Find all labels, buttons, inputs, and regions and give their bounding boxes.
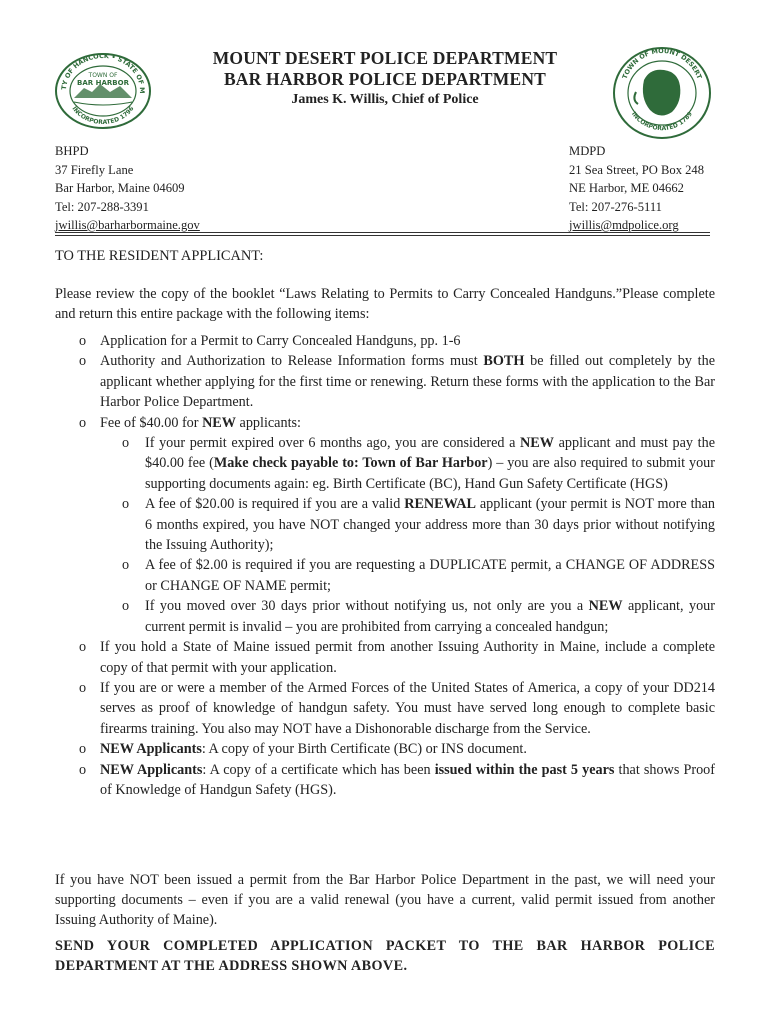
bullet-icon: o bbox=[122, 435, 130, 452]
sub-expired-emphasis: NEW bbox=[520, 435, 554, 452]
sub-expired-text-3: ) – you are also required to submit your supporting documents again: eg. Birth Certificate (BC), Hand Gun Safety Certificate (HGS) bbox=[145, 455, 715, 492]
sub-moved-text: If you moved over 30 days prior without notifying us, not only are you a bbox=[145, 598, 589, 615]
seal-left-bottom-text: INCORPORATED 1796 bbox=[70, 105, 136, 127]
sub-expired-payable: Make check payable to: Town of Bar Harbor bbox=[213, 455, 488, 472]
seal-right-bottom-text: INCORPORATED 1789 bbox=[630, 110, 694, 133]
mdpd-city: NE Harbor, ME 04662 bbox=[569, 181, 684, 195]
town-seal-icon bbox=[54, 52, 152, 130]
item-hgs-text-end: that shows Proof of Knowledge of Handgun Safety (HGS). bbox=[100, 761, 715, 798]
sub-renewal-text-end: applicant (your permit is NOT more than 6 months expired, you have NOT changed your address more than 30 days prior without notifying the Issuing Authority); bbox=[145, 496, 715, 554]
mdpd-street: 21 Sea Street, PO Box 248 bbox=[569, 162, 705, 177]
sub-moved-text-end: applicant, your current permit is invalid – you are prohibited from carrying a concealed handgun; bbox=[145, 598, 715, 635]
mount-desert-town-seal bbox=[612, 46, 712, 140]
item-hgs-text: : A copy of a certificate which has been bbox=[202, 761, 435, 778]
bullet-icon: o bbox=[122, 557, 130, 574]
mdpd-label: MDPD bbox=[569, 144, 606, 158]
bullet-icon: o bbox=[79, 414, 87, 431]
seal-right-top-text: TOWN OF MOUNT DESERT bbox=[620, 46, 704, 81]
bullet-icon: o bbox=[122, 598, 130, 615]
item-authority-text-end: be filled out completely by the applicant whether applying for the first time or renewing. Return these forms with the application to the Bar Harbor Police Department. bbox=[100, 353, 716, 411]
seal-left-name: BAR HARBOR bbox=[77, 79, 129, 87]
bullet-icon: o bbox=[79, 353, 87, 370]
item-application: Application for a Permit to Carry Concealed Handguns, pp. 1-6 bbox=[100, 333, 461, 349]
item-fee-emphasis: NEW bbox=[202, 414, 236, 431]
header-chief: James K. Willis, Chief of Police bbox=[291, 92, 479, 107]
bullet-icon: o bbox=[79, 741, 87, 758]
mdpd-email-link[interactable]: jwillis@mdpolice.org bbox=[569, 218, 679, 232]
seal-left-top-text: TY OF HANCOCK • STATE OF M bbox=[59, 52, 147, 94]
sub-renewal-text: A fee of $20.00 is required if you are a valid bbox=[145, 496, 405, 513]
list-item bbox=[55, 351, 715, 412]
list-item bbox=[55, 637, 715, 678]
item-fee-text: Fee of $40.00 for bbox=[100, 414, 203, 431]
item-birth-cert-emphasis: NEW Applicants bbox=[100, 741, 202, 758]
list-item bbox=[55, 331, 715, 351]
bhpd-street: 37 Firefly Lane bbox=[55, 162, 134, 177]
header-bhpd-title: BAR HARBOR POLICE DEPARTMENT bbox=[223, 69, 547, 89]
header-divider bbox=[55, 232, 710, 233]
bullet-icon: o bbox=[79, 333, 87, 349]
sub-renewal-emphasis: RENEWAL bbox=[404, 496, 476, 513]
list-item bbox=[100, 494, 715, 555]
sub-duplicate-text: A fee of $2.00 is required if you are requesting a DUPLICATE permit, a CHANGE OF ADDRESS or CHANGE OF NAME permit; bbox=[145, 557, 715, 594]
header-mdpd-title: MOUNT DESERT POLICE DEPARTMENT bbox=[212, 48, 558, 68]
sub-expired-text-2: applicant and must pay the $40.00 fee ( bbox=[145, 435, 715, 472]
header-divider-secondary bbox=[55, 235, 710, 236]
item-armed-forces: If you are or were a member of the Armed Forces of the United States of America, a copy of your DD214 serves as proof of knowledge of handgun safety. You must have served long enough to complete basic firearms training. You also may NOT have a Dishonorable discharge from the Service. bbox=[100, 679, 715, 737]
bar-harbor-town-seal bbox=[54, 52, 152, 130]
item-birth-cert-text: : A copy of your Birth Certificate (BC) or INS document. bbox=[201, 741, 527, 758]
fee-sub-list bbox=[100, 433, 715, 637]
seal-left-town: TOWN OF bbox=[88, 72, 118, 79]
sub-moved-emphasis: NEW bbox=[588, 598, 623, 615]
list-item bbox=[100, 555, 715, 596]
item-hgs-emphasis-2: issued within the past 5 years bbox=[434, 761, 615, 778]
bullet-icon: o bbox=[79, 679, 87, 696]
bullet-icon: o bbox=[122, 496, 130, 513]
list-item bbox=[55, 739, 715, 759]
list-item bbox=[100, 433, 715, 494]
list-item bbox=[100, 596, 715, 637]
bhpd-tel: Tel: 207-288-3391 bbox=[55, 199, 149, 214]
mdpd-address-block bbox=[569, 142, 704, 235]
list-item bbox=[55, 413, 715, 637]
mdpd-tel: Tel: 207-276-5111 bbox=[569, 199, 662, 214]
list-item bbox=[55, 760, 715, 801]
bhpd-label: BHPD bbox=[55, 144, 89, 158]
closing-paragraph: If you have NOT been issued a permit from the Bar Harbor Police Department in the past, we will need your supporting documents – even if you are a valid renewal (you have a current, valid permit issued from another Issuing Authority of Maine). bbox=[55, 872, 715, 928]
sub-expired-text: If your permit expired over 6 months ago, you are considered a bbox=[145, 435, 521, 452]
send-instructions: SEND YOUR COMPLETED APPLICATION PACKET TO THE BAR HARBOR POLICE DEPARTMENT AT THE ADDRESS SHOWN ABOVE. bbox=[55, 938, 715, 974]
item-maine-permit: If you hold a State of Maine issued permit from another Issuing Authority in Maine, include a complete copy of that permit with your application. bbox=[100, 639, 715, 676]
bhpd-city: Bar Harbor, Maine 04609 bbox=[55, 181, 185, 195]
item-fee-text-end: applicants: bbox=[235, 414, 301, 431]
letterhead bbox=[150, 48, 620, 110]
bullet-icon: o bbox=[79, 761, 87, 778]
required-items-list bbox=[55, 331, 715, 800]
item-authority-emphasis: BOTH bbox=[483, 353, 525, 370]
intro-paragraph: Please review the copy of the booklet “Laws Relating to Permits to Carry Concealed Handguns.”Please complete and return this entire package with the following items: bbox=[55, 286, 715, 322]
item-authority-text: Authority and Authorization to Release Information forms must bbox=[100, 353, 484, 370]
bhpd-address-block bbox=[55, 142, 200, 235]
salutation: TO THE RESIDENT APPLICANT: bbox=[55, 248, 264, 264]
list-item bbox=[55, 678, 715, 739]
item-hgs-emphasis: NEW Applicants bbox=[100, 761, 203, 778]
town-seal-icon bbox=[612, 46, 712, 140]
bullet-icon: o bbox=[79, 639, 87, 656]
bhpd-email-link[interactable]: jwillis@barharbormaine.gov bbox=[55, 218, 200, 232]
